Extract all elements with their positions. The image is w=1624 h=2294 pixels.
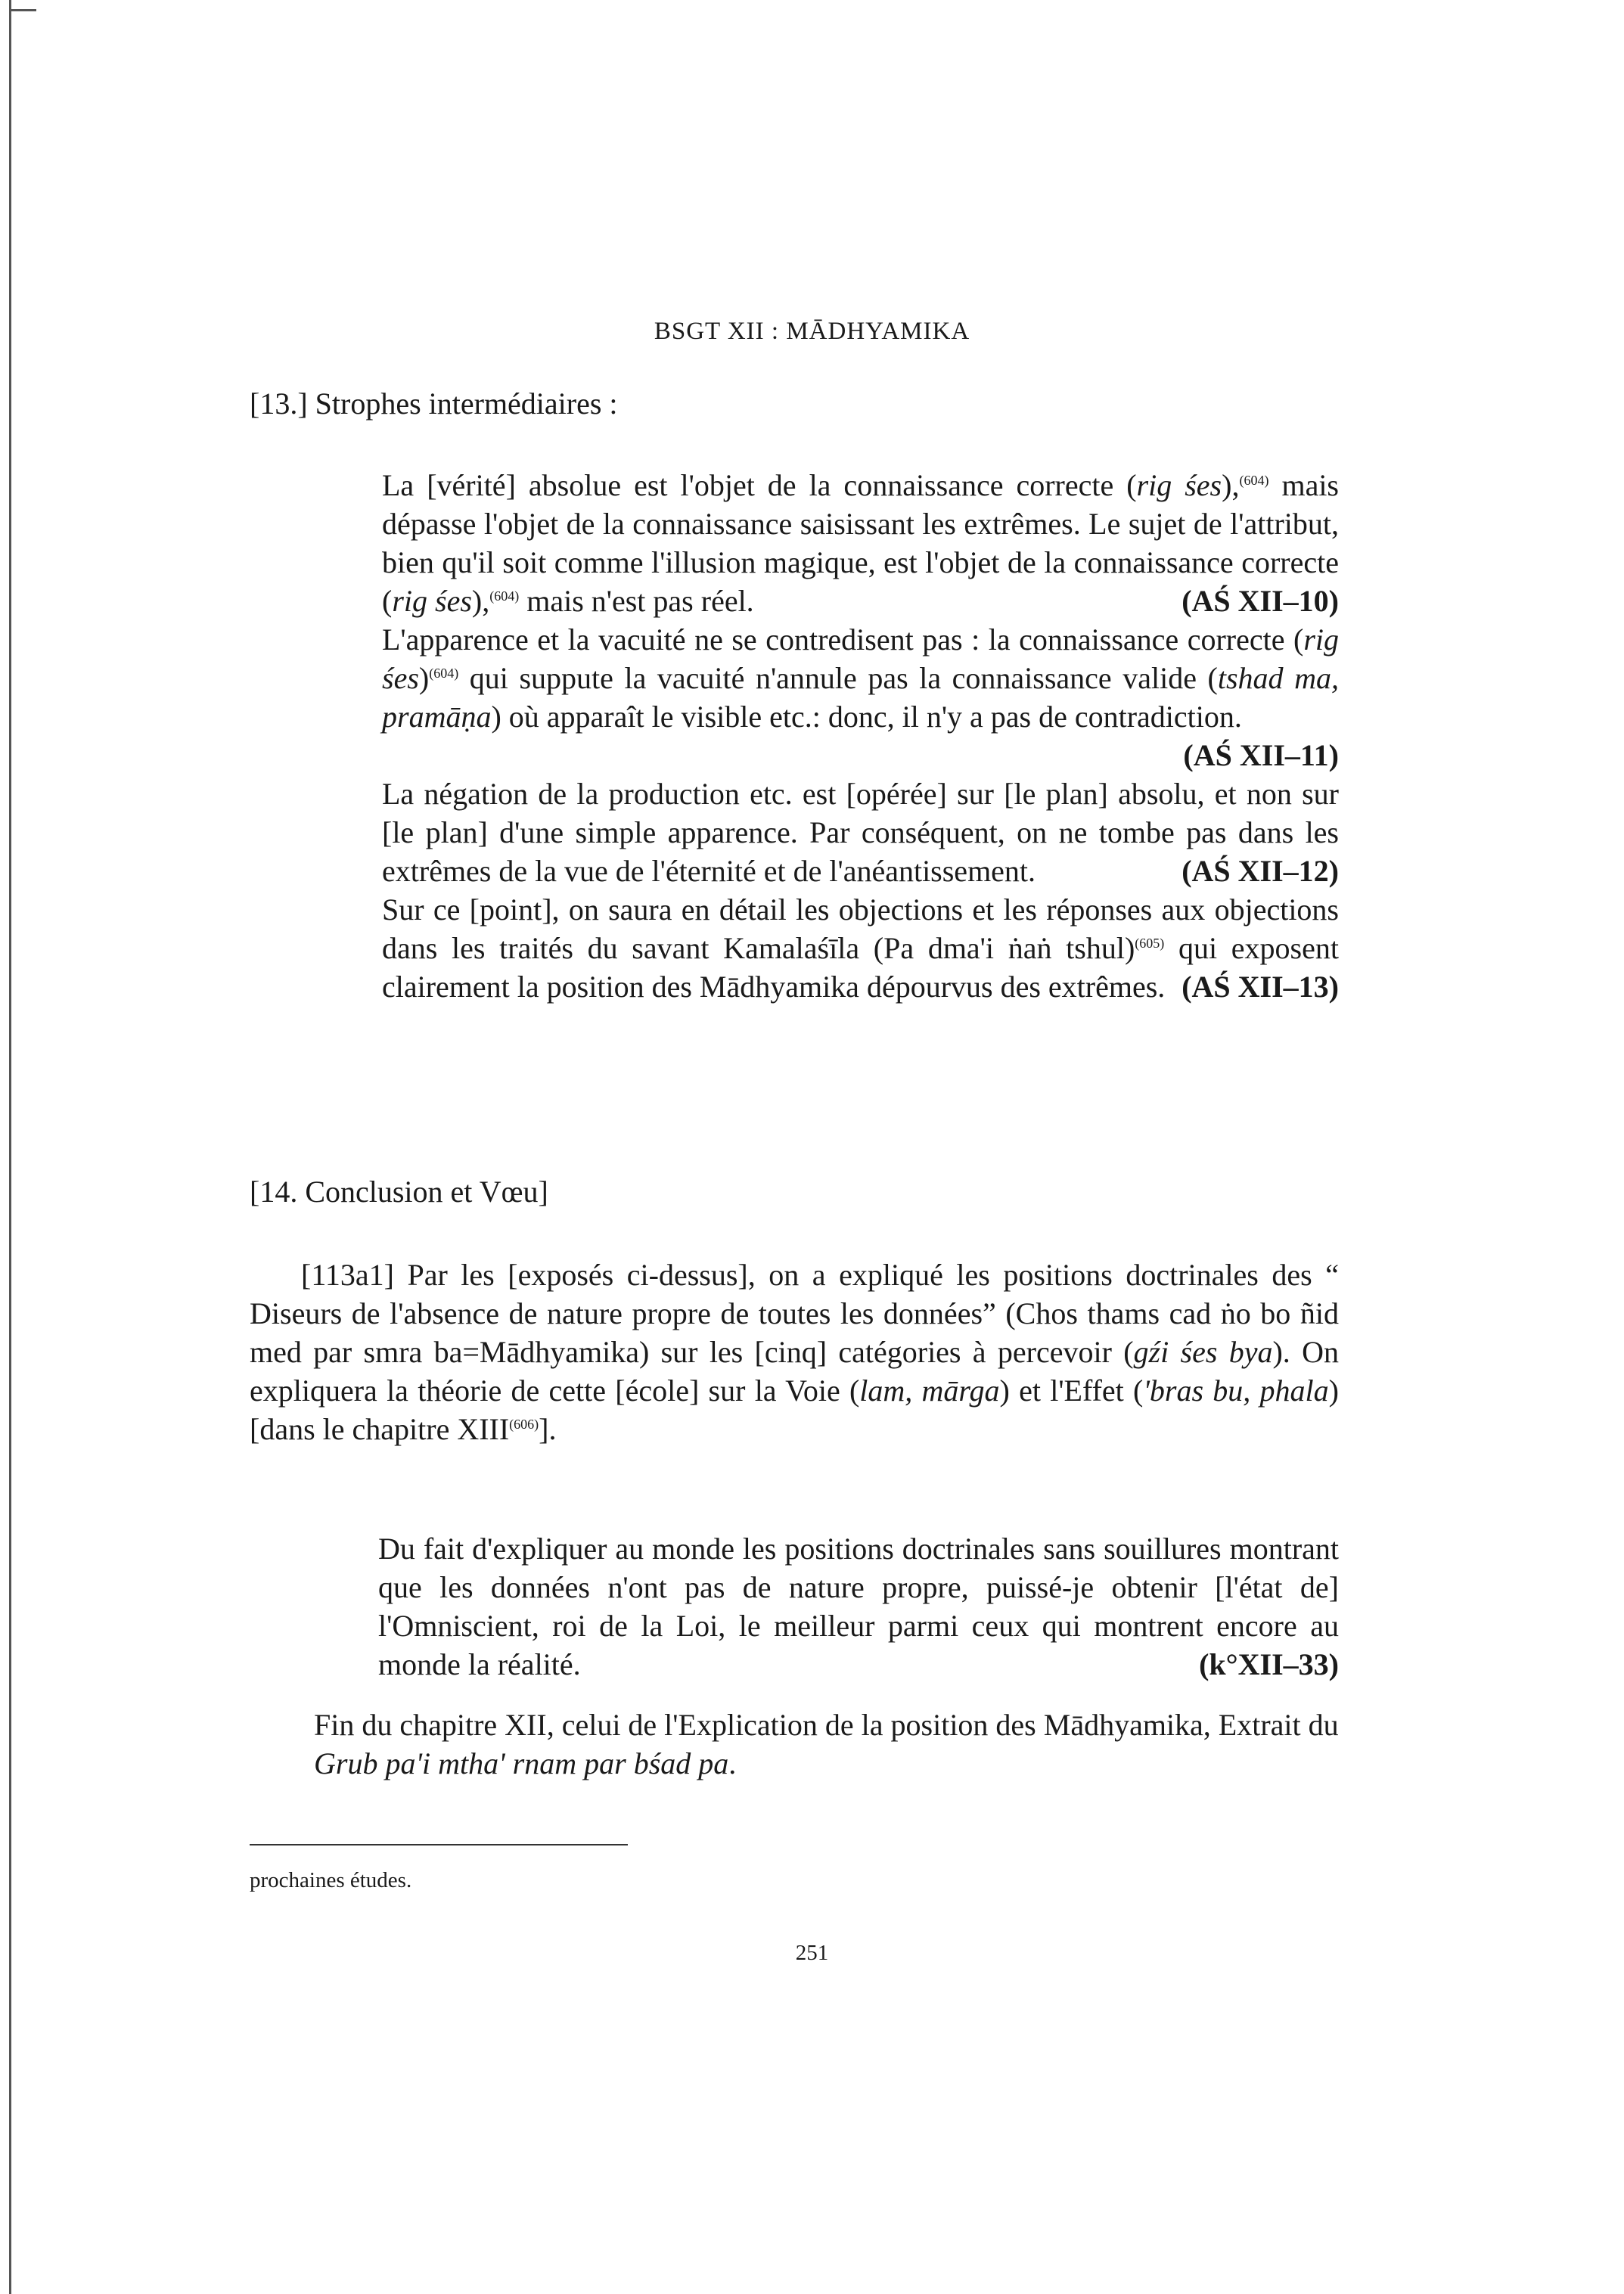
verse-block: Du fait d'expliquer au monde les positions doctrinales sans souillures montrant que les données n'ont pas de nature propre, puissé-je obtenir [l'état de] l'Omniscient, roi de la Loi, le meilleur parmi ceux qui montrent encore au monde la réalité. (k°XII–33) [378,1529,1339,1684]
page-edge-tick [9,9,36,11]
stanza-11: L'apparence et la vacuité ne se contredisent pas : la connaissance correcte (rig śes)$^{(604)}$ qui suppute la vacuité n'annule pas la connaissance valide (tshad ma, pramāṇa) où apparaît le visible etc.: donc, il n'y a pas de contradiction. (AŚ XII–11) [382,620,1339,774]
footnote-ref: (604) [429,666,459,681]
stanza-12: La négation de la production etc. est [opérée] sur [le plan] absolu, et non sur [le plan] d'une simple apparence. Par conséquent, on ne tombe pas dans les extrêmes de la vue de l'éternité et de l'anéantissement. (AŚ XII–12) [382,774,1339,890]
page-number: 251 [795,1941,829,1965]
footnote-ref: (604) [489,588,520,604]
section-13-title: [13.] Strophes intermédiaires : [250,386,618,421]
section-14-title: [14. Conclusion et Vœu] [250,1175,548,1209]
stanza-ref: (AŚ XII–12) [1182,854,1339,888]
conclusion-paragraph: [113a1] Par les [exposés ci-dessus], on a expliqué les positions doctrinales des “ Diseurs de l'absence de nature propre de toutes les données” (Chos thams cad ṅo bo ñid med par smra ba=Mādhyamika) sur les [cinq] catégories à percevoir (gźi śes bya). On expliquera la théorie de cette [école] sur la Voie (lam, mārga) et l'Effet ('bras bu, phala) [dans le chapitre XIII$^{(606)}$]. [250,1258,1340,1446]
footnote-ref: (605) [1135,936,1165,951]
verse-ref: (k°XII–33) [1199,1647,1339,1681]
footnote-ref: (606) [509,1417,539,1432]
footnote-separator [250,1844,628,1845]
running-header: BSGT XII : MĀDHYAMIKA [654,318,970,345]
footnote-ref: (604) [1239,473,1269,488]
colophon: Fin du chapitre XII, celui de l'Explication de la position des Mādhyamika, Extrait du Grub pa'i mtha' rnam par bśad pa. [314,1708,1339,1780]
stanza-13: Sur ce [point], on saura en détail les objections et les réponses aux objections dans les traités du savant Kamalaśīla (Pa dma'i ṅaṅ tshul)$^{(605)}$ qui exposent clairement la position des Mādhyamika dépourvus des extrêmes. (AŚ XII–13) [382,890,1339,1006]
stanza-ref: (AŚ XII–10) [1182,584,1339,618]
stanzas-block [382,466,1339,1006]
footnote-text: prochaines études. [250,1868,412,1892]
stanza-10: La [vérité] absolue est l'objet de la connaissance correcte (rig śes),$^{(604)}$ mais dépasse l'objet de la connaissance saisissant les extrêmes. Le sujet de l'attribut, bien qu'il soit comme l'illusion magique, est l'objet de la connaissance correcte (rig śes),$^{(604)}$ mais n'est pas réel. (AŚ XII–10) [382,466,1339,620]
stanza-ref: (AŚ XII–13) [1182,970,1339,1004]
stanza-ref: (AŚ XII–11) [1183,738,1339,772]
